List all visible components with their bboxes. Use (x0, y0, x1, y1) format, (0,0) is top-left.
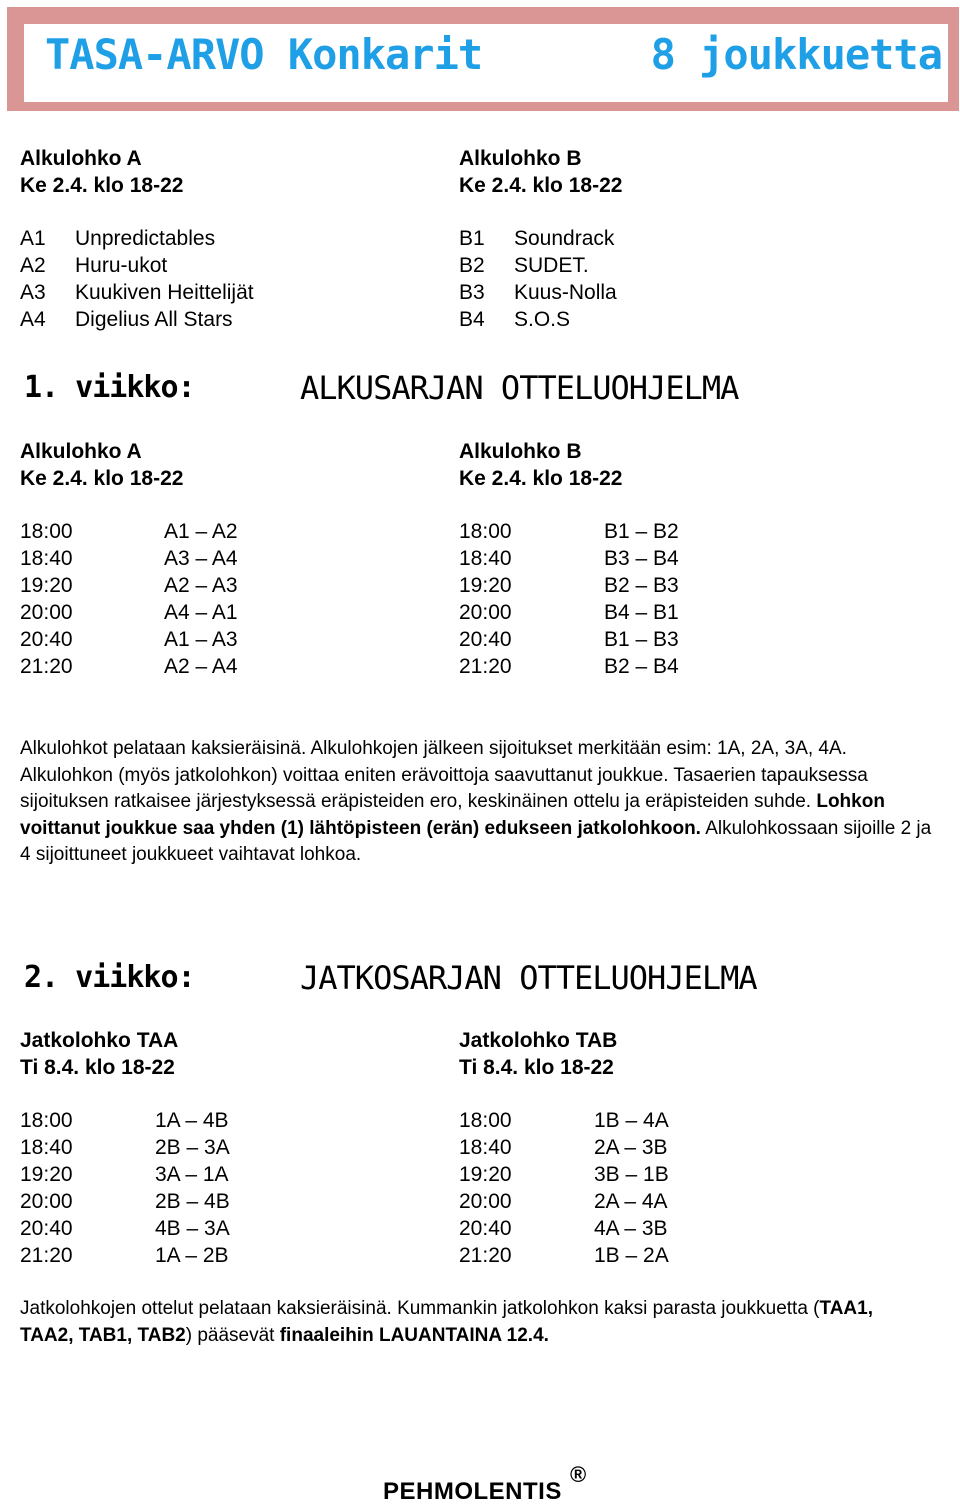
week2-label: 2. viikko: (24, 960, 195, 995)
week2-group-tab-date: Ti 8.4. klo 18-22 (459, 1056, 614, 1079)
team-code: A1 (20, 227, 46, 250)
match-pairing: 2B – 3A (155, 1136, 230, 1159)
group-b-heading: Alkulohko B (459, 147, 582, 170)
week1-heading: ALKUSARJAN OTTELUOHJELMA (300, 369, 739, 407)
match-time: 18:40 (459, 547, 512, 570)
match-pairing: 4A – 3B (594, 1217, 668, 1240)
match-time: 20:00 (459, 601, 512, 624)
team-code: A2 (20, 254, 46, 277)
match-pairing: A4 – A1 (164, 601, 238, 624)
match-pairing: A2 – A3 (164, 574, 238, 597)
match-time: 21:20 (20, 655, 73, 678)
match-time: 18:00 (20, 1109, 73, 1132)
team-count: 8 joukkuetta (650, 30, 942, 79)
match-pairing: A1 – A3 (164, 628, 238, 651)
match-time: 18:00 (459, 1109, 512, 1132)
group-a-date: Ke 2.4. klo 18-22 (20, 174, 184, 197)
rules-text: Alkulohkossaan sijoille 2 ja 4 sijoittuneet joukkueet vaihtavat lohkoa. (20, 817, 932, 866)
match-pairing: 1B – 4A (594, 1109, 669, 1132)
match-time: 19:20 (459, 1163, 512, 1186)
match-pairing: B1 – B3 (604, 628, 679, 651)
match-pairing: 2A – 4A (594, 1190, 668, 1213)
week2-rules-paragraph (20, 1296, 900, 1349)
match-pairing: A1 – A2 (164, 520, 238, 543)
match-time: 20:00 (20, 1190, 73, 1213)
match-time: 20:00 (459, 1190, 512, 1213)
team-code: B4 (459, 308, 485, 331)
match-time: 21:20 (459, 655, 512, 678)
match-pairing: 3A – 1A (155, 1163, 229, 1186)
week1-group-a-heading: Alkulohko A (20, 440, 142, 463)
team-code: A4 (20, 308, 46, 331)
week2-group-tab-heading: Jatkolohko TAB (459, 1029, 618, 1052)
week1-group-a-date: Ke 2.4. klo 18-22 (20, 467, 184, 490)
match-pairing: B2 – B3 (604, 574, 679, 597)
title-banner (7, 7, 959, 111)
match-time: 20:40 (20, 1217, 73, 1240)
title-banner-inner (24, 24, 948, 102)
match-time: 20:40 (459, 628, 512, 651)
match-time: 21:20 (20, 1244, 73, 1267)
pehmolentis-logo: PEHMOLENTIS (383, 1478, 562, 1505)
team-name: S.O.S (514, 308, 571, 331)
team-code: B3 (459, 281, 485, 304)
match-pairing: 2A – 3B (594, 1136, 668, 1159)
match-time: 19:20 (20, 1163, 73, 1186)
team-name: SUDET. (514, 254, 589, 277)
match-pairing: B1 – B2 (604, 520, 679, 543)
week1-label: 1. viikko: (24, 370, 195, 405)
match-pairing: B3 – B4 (604, 547, 679, 570)
match-pairing: A2 – A4 (164, 655, 238, 678)
team-name: Kuukiven Heittelijät (75, 281, 254, 304)
rules-text: ) pääsevät (185, 1324, 280, 1346)
week2-heading: JATKOSARJAN OTTELUOHJELMA (300, 959, 757, 997)
match-pairing: 1B – 2A (594, 1244, 669, 1267)
group-b-date: Ke 2.4. klo 18-22 (459, 174, 623, 197)
match-pairing: 2B – 4B (155, 1190, 230, 1213)
team-code: B2 (459, 254, 485, 277)
registered-mark: ® (570, 1462, 587, 1487)
match-time: 19:20 (459, 574, 512, 597)
week2-group-taa-heading: Jatkolohko TAA (20, 1029, 179, 1052)
event-title: TASA-ARVO Konkarit (45, 30, 483, 79)
week1-rules-paragraph (20, 736, 940, 869)
match-time: 18:00 (459, 520, 512, 543)
match-pairing: 1A – 4B (155, 1109, 229, 1132)
match-pairing: B2 – B4 (604, 655, 679, 678)
match-pairing: 4B – 3A (155, 1217, 230, 1240)
match-time: 20:40 (459, 1217, 512, 1240)
team-name: Huru-ukot (75, 254, 168, 277)
rules-text: Alkulohkot pelataan kaksieräisinä. Alkulohkojen jälkeen sijoitukset merkitään esim: 1A, 2A, 3A, 4A. Alkulohkon (myös jatkolohkon) voittaa eniten erävoittoja saavuttanut joukkue. Tasaerien tapauksessa sijoituksen ratkaisee järjestyksessä eräpisteiden ero, keskinäinen ottelu ja eräpisteiden suhde. (20, 738, 868, 813)
team-code: B1 (459, 227, 485, 250)
rules-bold-text: TAA1, TAA2, TAB1, TAB2 (20, 1298, 873, 1346)
match-pairing: A3 – A4 (164, 547, 238, 570)
rules-text: Jatkolohkojen ottelut pelataan kaksieräisinä. Kummankin jatkolohkon kaksi parasta joukkuetta ( (20, 1298, 820, 1319)
team-name: Soundrack (514, 227, 615, 250)
team-name: Digelius All Stars (75, 308, 233, 331)
match-time: 21:20 (459, 1244, 512, 1267)
team-name: Kuus-Nolla (514, 281, 617, 304)
match-pairing: B4 – B1 (604, 601, 679, 624)
match-time: 20:40 (20, 628, 73, 651)
match-time: 19:20 (20, 574, 73, 597)
match-time: 20:00 (20, 601, 73, 624)
rules-bold-text: finaaleihin LAUANTAINA 12.4. (279, 1324, 549, 1346)
week1-group-b-date: Ke 2.4. klo 18-22 (459, 467, 623, 490)
match-time: 18:40 (459, 1136, 512, 1159)
match-time: 18:00 (20, 520, 73, 543)
match-time: 18:40 (20, 1136, 73, 1159)
group-a-heading: Alkulohko A (20, 147, 142, 170)
week2-group-taa-date: Ti 8.4. klo 18-22 (20, 1056, 175, 1079)
team-name: Unpredictables (75, 227, 216, 250)
match-time: 18:40 (20, 547, 73, 570)
rules-bold-text: Lohkon voittanut joukkue saa yhden (1) lähtöpisteen (erän) edukseen jatkolohkoon. (20, 791, 885, 839)
week1-group-b-heading: Alkulohko B (459, 440, 582, 463)
match-pairing: 1A – 2B (155, 1244, 229, 1267)
team-code: A3 (20, 281, 46, 304)
match-pairing: 3B – 1B (594, 1163, 669, 1186)
